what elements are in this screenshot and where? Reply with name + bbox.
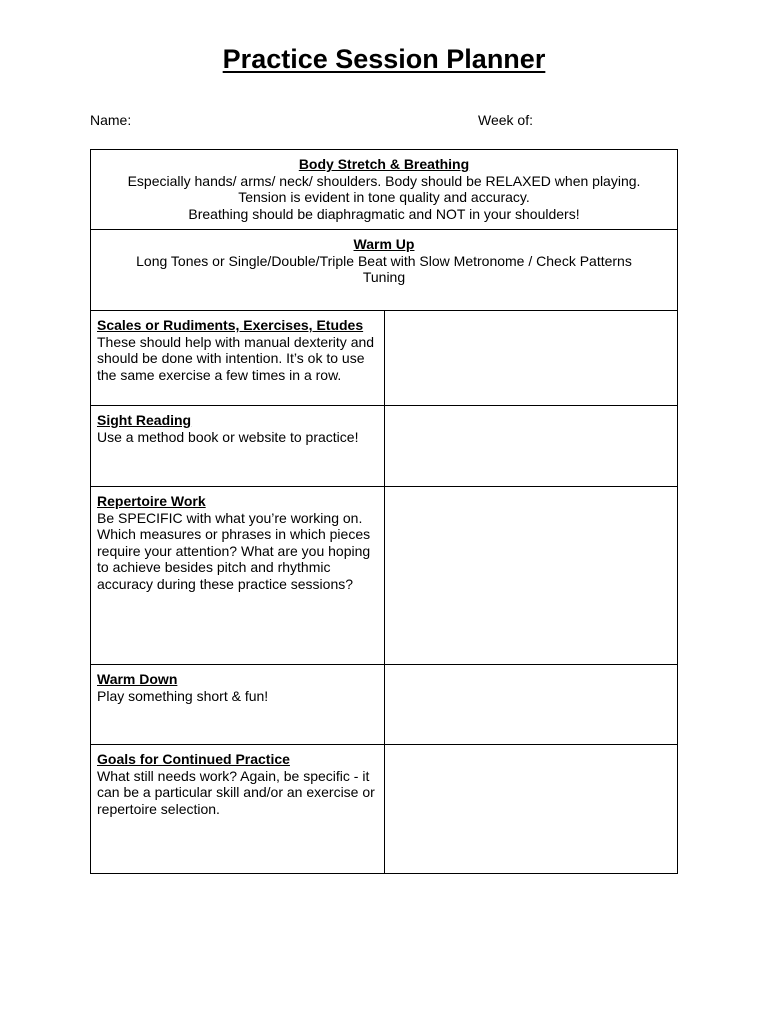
- goals-row: [91, 745, 677, 873]
- body-stretch-line: Especially hands/ arms/ neck/ shoulders. Body should be RELAXED when playing.: [127, 172, 641, 189]
- warm-up-line: Long Tones or Single/Double/Triple Beat with Slow Metronome / Check Patterns: [136, 252, 632, 269]
- description-line: Which measures or phrases in which pieces: [97, 526, 371, 542]
- description-line: Use a method book or website to practice!: [97, 428, 359, 445]
- scales-row: [91, 311, 677, 406]
- repertoire-row: [91, 487, 677, 665]
- description-line: the same exercise a few times in a row.: [97, 366, 342, 383]
- scales-heading: Scales or Rudiments, Exercises, Etudes: [97, 317, 364, 333]
- scales-notes-cell[interactable]: [385, 311, 677, 405]
- warm-up-section: [91, 230, 677, 311]
- warm-down-heading: Warm Down: [97, 671, 178, 687]
- description-line: These should help with manual dexterity and: [97, 333, 375, 350]
- scales-description: [91, 311, 385, 405]
- description-line: to achieve besides pitch and rhythmic: [97, 559, 331, 575]
- sight-reading-heading: Sight Reading: [97, 412, 192, 428]
- description-line: What still needs work? Again, be specific - it: [97, 767, 370, 784]
- warm-down-description: [91, 665, 385, 744]
- sight-reading-description: [91, 406, 385, 486]
- repertoire-heading: Repertoire Work: [97, 493, 206, 509]
- goals-notes-cell[interactable]: [385, 745, 677, 873]
- warm-up-line: Tuning: [362, 269, 406, 285]
- description-line: Be SPECIFIC with what you’re working on.: [97, 509, 363, 526]
- goals-description: [91, 745, 385, 873]
- repertoire-description: [91, 487, 385, 664]
- sight-reading-notes-cell[interactable]: [385, 406, 677, 486]
- description-line: require your attention? What are you hoping: [97, 542, 371, 559]
- sight-reading-row: [91, 406, 677, 487]
- page-title: Practice Session Planner: [222, 44, 546, 74]
- description-line: repertoire selection.: [97, 800, 220, 817]
- description-line: accuracy during these practice sessions?: [97, 575, 354, 592]
- warm-down-row: [91, 665, 677, 745]
- body-stretch-heading: Body Stretch & Breathing: [298, 156, 470, 172]
- description-line: Play something short & fun!: [97, 687, 269, 704]
- description-line: can be a particular skill and/or an exercise or: [97, 784, 375, 800]
- week-of-label: Week of:: [478, 112, 533, 128]
- name-label: Name:: [90, 112, 132, 128]
- body-stretch-line: Breathing should be diaphragmatic and NOT in your shoulders!: [188, 205, 580, 222]
- description-line: should be done with intention. It’s ok to use: [97, 350, 365, 366]
- warm-down-notes-cell[interactable]: [385, 665, 677, 744]
- body-stretch-line: Tension is evident in tone quality and accuracy.: [238, 189, 530, 205]
- body-stretch-section: [91, 150, 677, 230]
- goals-heading: Goals for Continued Practice: [97, 751, 290, 767]
- repertoire-notes-cell[interactable]: [385, 487, 677, 664]
- warm-up-heading: Warm Up: [353, 236, 415, 252]
- planner-table: [90, 149, 678, 874]
